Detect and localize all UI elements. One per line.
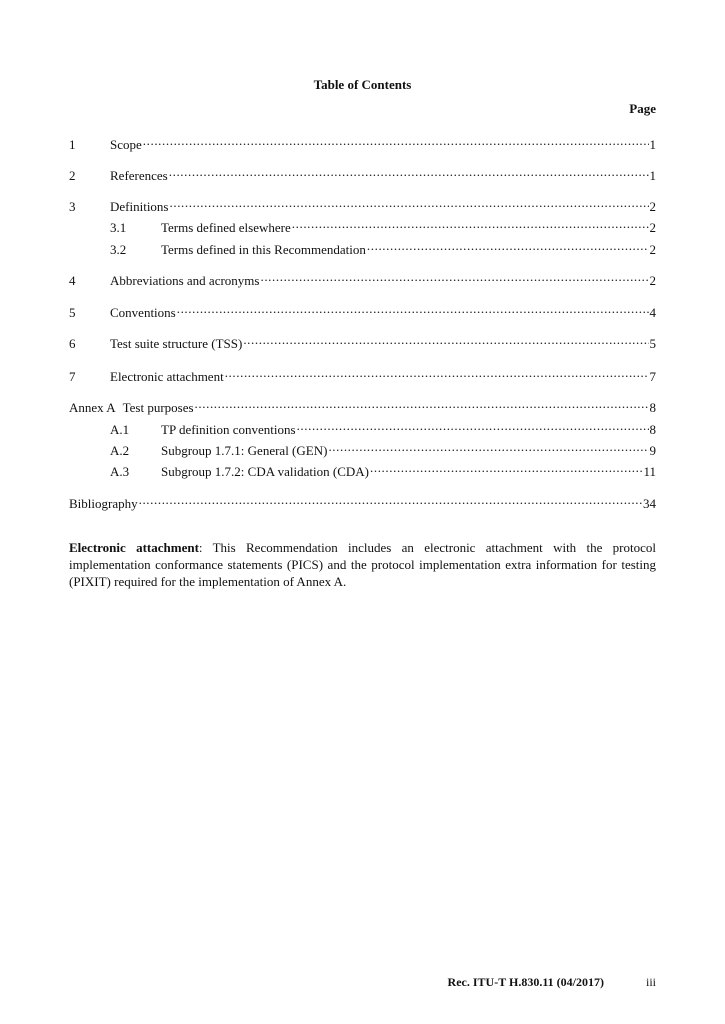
toc-entry-page: 8 <box>649 400 656 415</box>
toc-entry-page: 5 <box>649 336 656 351</box>
toc-entry-definitions[interactable] <box>69 195 656 214</box>
toc-entry-number: 3.2 <box>110 242 127 257</box>
dot-leader <box>143 133 649 149</box>
toc-entry-title: Bibliography <box>69 496 138 511</box>
toc-entry-title: Subgroup 1.7.1: General (GEN) <box>161 443 328 458</box>
toc-entry-terms-this-rec[interactable] <box>110 238 656 257</box>
toc-title: Table of Contents <box>313 77 412 92</box>
dot-leader <box>225 365 649 381</box>
toc-entry-page: 1 <box>649 137 656 152</box>
toc-entry-title: Definitions <box>110 199 169 214</box>
toc-entry-page: 11 <box>643 464 656 479</box>
note-label: Electronic attachment <box>69 540 199 555</box>
toc-entry-references[interactable] <box>69 164 656 183</box>
toc-entry-conventions[interactable] <box>69 301 656 320</box>
electronic-attachment-note <box>69 539 656 590</box>
page-column-header: Page <box>629 101 656 116</box>
toc-entry-title: Test suite structure (TSS) <box>110 336 243 351</box>
note-text: : This Recommendation includes an electronic attachment with the protocol implementation conformance statements (PICS) and the protocol implementation extra information for testing (PIXIT) required for the implementation of Annex A. <box>69 540 656 589</box>
dot-leader <box>243 332 648 348</box>
toc-entry-page: 4 <box>649 305 656 320</box>
toc-entry-page: 2 <box>649 199 656 214</box>
toc-entry-title: Electronic attachment <box>110 369 224 384</box>
toc-entry-number: 7 <box>69 369 76 384</box>
dot-leader <box>195 396 649 412</box>
toc-entry-number: A.1 <box>110 422 130 437</box>
dot-leader <box>170 195 649 211</box>
toc-entry-title: Abbreviations and acronyms <box>110 273 260 288</box>
toc-entry-page: 8 <box>649 422 656 437</box>
page-number: iii <box>645 975 656 989</box>
toc-entry-abbreviations[interactable] <box>69 269 656 288</box>
toc-entry-number: Annex A <box>69 400 116 415</box>
toc-entry-number: A.2 <box>110 443 130 458</box>
toc-entry-title: References <box>110 168 168 183</box>
dot-leader <box>169 164 649 180</box>
toc-entry-page: 7 <box>649 369 656 384</box>
toc-entry-page: 1 <box>649 168 656 183</box>
dot-leader <box>260 269 648 285</box>
toc-entry-number: 4 <box>69 273 76 288</box>
toc-entry-tss[interactable] <box>69 332 656 351</box>
dot-leader <box>292 216 649 232</box>
dot-leader <box>367 238 649 254</box>
toc-entry-number: A.3 <box>110 464 130 479</box>
toc-entry-title: Conventions <box>110 305 176 320</box>
toc-entry-title: Terms defined elsewhere <box>161 220 291 235</box>
toc-entry-number: 6 <box>69 336 76 351</box>
toc-entry-page: 9 <box>649 443 656 458</box>
dot-leader <box>177 301 649 317</box>
toc-entry-number: 3 <box>69 199 76 214</box>
recommendation-id: Rec. ITU-T H.830.11 (04/2017) <box>447 975 604 989</box>
toc-entry-title: Test purposes <box>122 400 194 415</box>
toc-entry-page: 2 <box>649 220 656 235</box>
dot-leader <box>139 492 642 508</box>
toc-entry-subgroup-cda[interactable] <box>110 460 656 479</box>
toc-entry-page: 2 <box>649 242 656 257</box>
toc-entry-page: 34 <box>643 496 656 511</box>
toc-entry-number: 1 <box>69 137 76 152</box>
toc-entry-number: 3.1 <box>110 220 127 235</box>
toc-entry-title: TP definition conventions <box>161 422 296 437</box>
toc-entry-title: Terms defined in this Recommendation <box>161 242 366 257</box>
toc-entry-electronic-attachment[interactable] <box>69 365 656 384</box>
dot-leader <box>297 418 649 434</box>
toc-entry-terms-elsewhere[interactable] <box>110 216 656 235</box>
toc-entry-title: Scope <box>110 137 142 152</box>
dot-leader <box>370 460 642 476</box>
toc-entry-title: Subgroup 1.7.2: CDA validation (CDA) <box>161 464 369 479</box>
toc-entry-annex-a[interactable] <box>69 396 656 415</box>
toc-entry-subgroup-gen[interactable] <box>110 439 656 458</box>
toc-entry-page: 2 <box>649 273 656 288</box>
toc-entry-tp-definition[interactable] <box>110 418 656 437</box>
toc-entry-number: 5 <box>69 305 76 320</box>
dot-leader <box>328 439 648 455</box>
toc-entry-number: 2 <box>69 168 76 183</box>
toc-entry-bibliography[interactable] <box>69 492 656 511</box>
toc-entry-scope[interactable] <box>69 133 656 152</box>
